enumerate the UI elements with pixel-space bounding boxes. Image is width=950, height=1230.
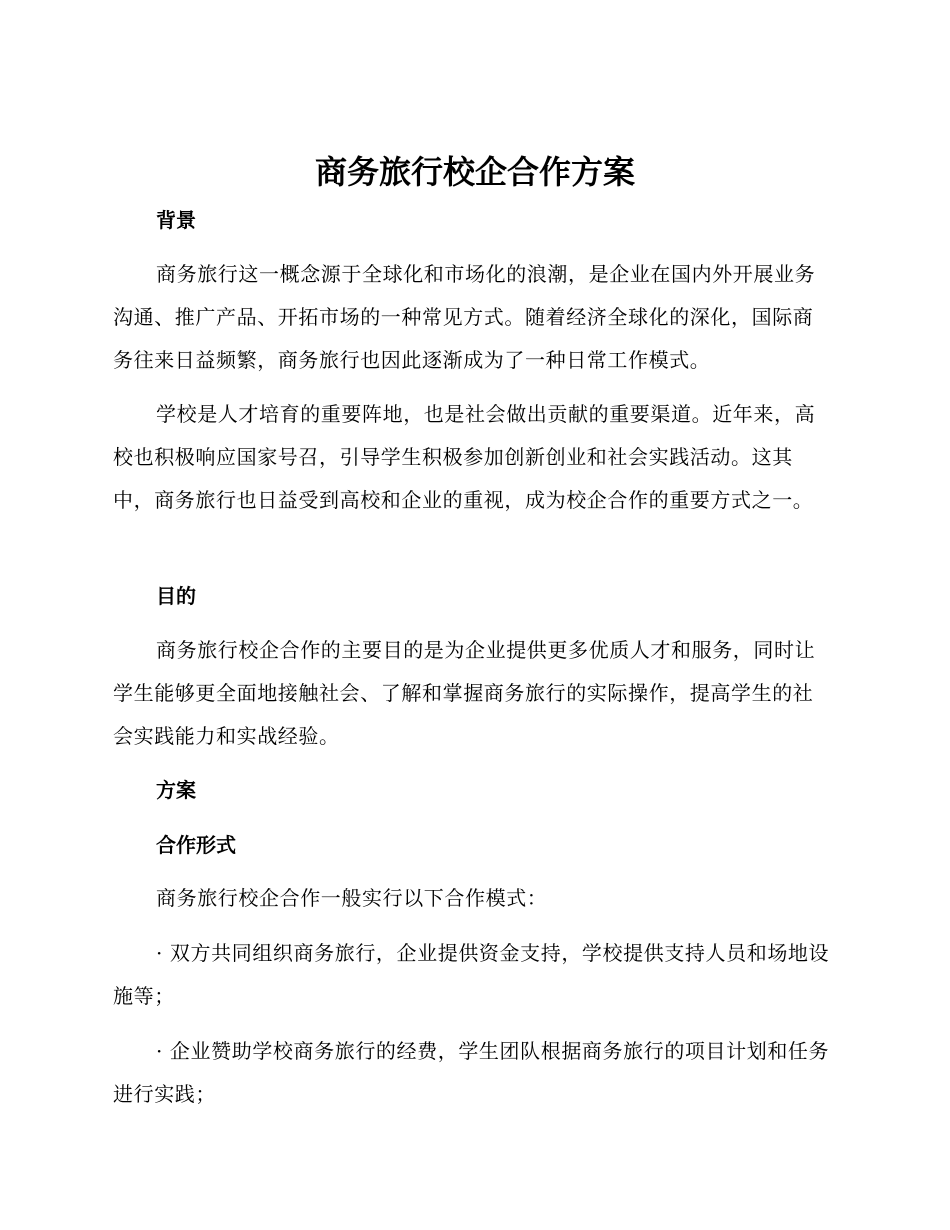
list-item-plan-1: · 双方共同组织商务旅行，企业提供资金支持，学校提供支持人员和场地设施等； (113, 941, 830, 1008)
heading-purpose: 目的 (156, 584, 196, 608)
paragraph-background-1: 商务旅行这一概念源于全球化和市场化的浪潮，是企业在国内外开展业务沟通、推广产品、开拓市场的一种常见方式。随着经济全球化的深化，国际商务往来日益频繁，商务旅行也因此逐渐成为了一种日常工作模式。 (113, 262, 816, 372)
paragraph-plan-intro: 商务旅行校企合作一般实行以下合作模式： (156, 886, 548, 910)
paragraph-purpose: 商务旅行校企合作的主要目的是为企业提供更多优质人才和服务，同时让学生能够更全面地接触社会、了解和掌握商务旅行的实际操作，提高学生的社会实践能力和实战经验。 (113, 638, 816, 748)
heading-background: 背景 (156, 208, 196, 232)
subheading-cooperation-form: 合作形式 (156, 833, 236, 857)
list-item-plan-2: · 企业赞助学校商务旅行的经费，学生团队根据商务旅行的项目计划和任务进行实践； (113, 1039, 830, 1106)
document-title: 商务旅行校企合作方案 (314, 153, 635, 191)
paragraph-background-2: 学校是人才培育的重要阵地，也是社会做出贡献的重要渠道。近年来，高校也积极响应国家号召，引导学生积极参加创新创业和社会实践活动。这其中，商务旅行也日益受到高校和企业的重视，成为校企合作的重要方式之一。 (113, 402, 816, 512)
heading-plan: 方案 (156, 778, 196, 802)
